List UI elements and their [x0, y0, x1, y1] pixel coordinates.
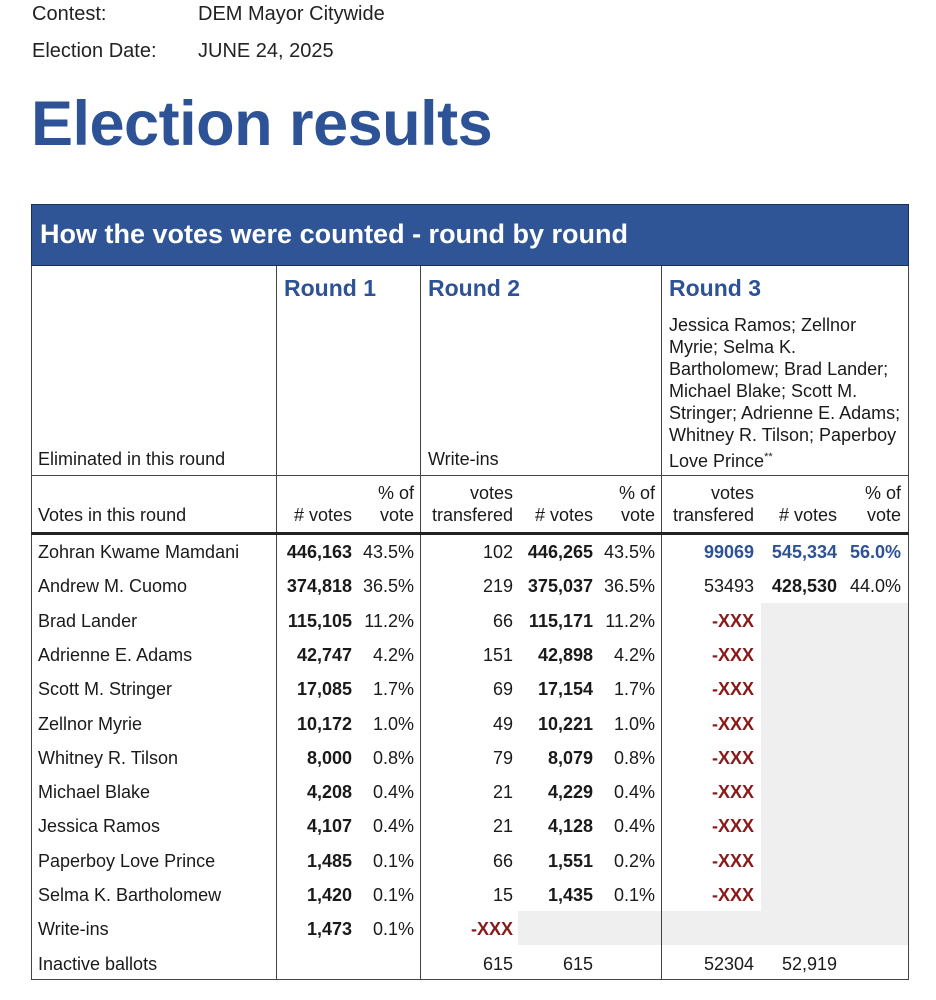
r3-votes-header: # votes [778, 505, 837, 525]
r1-votes-header: # votes [293, 505, 352, 525]
cell-r1-votes: 4,107 [306, 816, 352, 837]
cell-name: Paperboy Love Prince [38, 850, 216, 871]
cell-r3-transfer: -XXX [711, 782, 754, 803]
cell-r1-pct: 0.4% [372, 782, 414, 803]
cell-r1-pct: 4.2% [372, 644, 414, 665]
date-label: Election Date: [32, 40, 157, 62]
cell-r1-votes: 374,818 [286, 576, 352, 597]
cell-r2-transfer: 15 [492, 885, 513, 905]
cell-r2-pct: 1.0% [613, 713, 655, 734]
cell-r2-pct: 0.4% [613, 782, 655, 803]
cell-r1-pct: 0.1% [372, 850, 414, 871]
divider-round3 [661, 266, 662, 980]
eliminated-label: Eliminated in this round [38, 449, 226, 469]
cell-r3-transfer: 53493 [703, 576, 754, 597]
cell-r2-transfer: -XXX [470, 919, 513, 940]
cell-r2-transfer: 69 [492, 679, 513, 700]
cell-r3-transfer: -XXX [711, 713, 754, 734]
cell-r1-pct: 0.4% [372, 816, 414, 837]
cell-name: Michael Blake [38, 782, 151, 803]
cell-r2-pct: 43.5% [603, 542, 655, 562]
cell-r2-pct: 0.8% [613, 747, 655, 768]
cell-r1-pct: 11.2% [364, 610, 414, 631]
cell-r2-transfer: 615 [482, 953, 513, 974]
round3-eliminated-list: Jessica Ramos; Zellnor Myrie; Selma K. Bartholomew; Brad Lander; Michael Blake; Scott M. Stringer; Adrienne E. Adams; Whitney R. Tilson; Paperboy Love Prince [669, 315, 901, 471]
cell-r3-transfer: -XXX [711, 679, 754, 700]
cell-r2-transfer: 49 [492, 713, 513, 734]
round2-title: Round 2 [428, 275, 520, 301]
cell-r3-votes: 428,530 [771, 576, 837, 597]
cell-r2-pct: 36.5% [603, 576, 655, 597]
contest-value: DEM Mayor Citywide [198, 3, 385, 25]
cell-r3-pct: 44.0% [849, 576, 901, 597]
cell-r3-transfer: 99069 [703, 542, 754, 562]
cell-r3-pct: 56.0% [849, 542, 901, 562]
cell-r2-pct: 4.2% [613, 644, 655, 665]
cell-r2-votes: 42,898 [537, 644, 593, 665]
cell-r2-transfer: 151 [482, 644, 513, 665]
divider-round2 [420, 266, 421, 980]
cell-name: Inactive ballots [38, 953, 158, 974]
cell-r1-pct: 0.1% [372, 919, 414, 940]
cell-r3-transfer: 52304 [703, 953, 754, 974]
cell-r3-votes: 545,334 [771, 542, 837, 562]
r1-pct-header: % of vote [377, 483, 414, 525]
cell-name: Zellnor Myrie [38, 713, 143, 734]
votes-in-round-label: Votes in this round [38, 505, 187, 525]
cell-r2-votes: 115,171 [528, 610, 593, 631]
cell-r1-votes: 446,163 [286, 542, 352, 562]
cell-r1-pct: 0.8% [372, 747, 414, 768]
contest-label: Contest: [32, 3, 107, 25]
cell-r1-pct: 43.5% [362, 542, 414, 562]
cell-r1-votes: 1,485 [306, 850, 352, 871]
round3-eliminated-note: ** [764, 451, 773, 463]
cell-r2-pct: 1.7% [613, 679, 655, 700]
cell-r3-transfer: -XXX [711, 816, 754, 837]
r2-pct-header: % of vote [618, 483, 655, 525]
r3-pct-header: % of vote [864, 483, 901, 525]
cell-r2-transfer: 219 [482, 576, 513, 597]
cell-r2-pct: 0.4% [613, 816, 655, 837]
cell-r2-pct: 0.1% [613, 885, 655, 905]
cell-r1-votes: 1,473 [306, 919, 352, 940]
cell-r2-transfer: 21 [492, 782, 513, 803]
cell-r2-pct: 11.2% [605, 610, 655, 631]
cell-r1-votes: 17,085 [296, 679, 352, 700]
cell-r1-pct: 36.5% [362, 576, 414, 597]
cell-r2-votes: 17,154 [537, 679, 593, 700]
cell-r3-transfer: -XXX [711, 610, 754, 631]
round3-eliminated [669, 314, 901, 472]
cell-r2-transfer: 66 [492, 850, 513, 871]
cell-r1-pct: 0.1% [372, 885, 414, 905]
cell-name: Write-ins [38, 919, 109, 940]
contest-line [32, 3, 385, 26]
round1-title: Round 1 [284, 275, 376, 301]
cell-r2-votes: 615 [562, 953, 593, 974]
cell-r3-transfer: -XXX [711, 747, 754, 768]
cell-r2-transfer: 66 [492, 610, 513, 631]
cell-r2-transfer: 102 [482, 542, 513, 562]
cell-r2-pct: 0.2% [613, 850, 655, 871]
cell-r2-transfer: 21 [492, 816, 513, 837]
round3-title: Round 3 [669, 275, 761, 301]
cell-r2-votes: 4,128 [547, 816, 593, 837]
cell-name: Whitney R. Tilson [38, 747, 179, 768]
cell-r1-pct: 1.7% [372, 679, 414, 700]
cell-r2-votes: 4,229 [547, 782, 593, 803]
cell-r3-votes: 52,919 [781, 953, 837, 974]
cell-r2-votes: 446,265 [527, 542, 593, 562]
results-table [31, 204, 909, 980]
cell-r1-votes: 42,747 [296, 644, 352, 665]
round2-eliminated: Write-ins [428, 449, 499, 469]
cell-r1-votes: 10,172 [296, 713, 352, 734]
table-header: How the votes were counted - round by round [31, 204, 909, 266]
cell-r3-transfer: -XXX [711, 644, 754, 665]
divider-round1 [276, 266, 277, 980]
r3-transfer-header: votes transfered [672, 483, 754, 525]
r2-votes-header: # votes [534, 505, 593, 525]
cell-r1-votes: 8,000 [306, 747, 352, 768]
cell-r2-transfer: 79 [492, 747, 513, 768]
cell-r1-votes: 1,420 [306, 885, 352, 905]
cell-r2-votes: 1,435 [547, 885, 593, 905]
header-thick-divider [31, 532, 909, 535]
r2-transfer-header: votes transfered [431, 483, 513, 525]
cell-name: Scott M. Stringer [38, 679, 173, 700]
cell-name: Brad Lander [38, 610, 138, 631]
cell-r2-votes: 375,037 [527, 576, 593, 597]
page-title: Election results [31, 89, 493, 159]
cell-name: Zohran Kwame Mamdani [38, 542, 240, 562]
cell-r1-votes: 115,105 [287, 610, 352, 631]
cell-r2-votes: 1,551 [547, 850, 593, 871]
cell-r2-votes: 8,079 [547, 747, 593, 768]
cell-name: Jessica Ramos [38, 816, 161, 837]
header-divider [31, 475, 909, 476]
cell-r2-votes: 10,221 [537, 713, 593, 734]
cell-r1-votes: 4,208 [306, 782, 352, 803]
cell-r3-transfer: -XXX [711, 885, 754, 905]
cell-r1-pct: 1.0% [372, 713, 414, 734]
cell-name: Adrienne E. Adams [38, 644, 193, 665]
date-value: JUNE 24, 2025 [198, 40, 334, 62]
cell-r3-transfer: -XXX [711, 850, 754, 871]
cell-name: Selma K. Bartholomew [38, 885, 222, 905]
cell-name: Andrew M. Cuomo [38, 576, 188, 597]
date-line [32, 40, 334, 63]
